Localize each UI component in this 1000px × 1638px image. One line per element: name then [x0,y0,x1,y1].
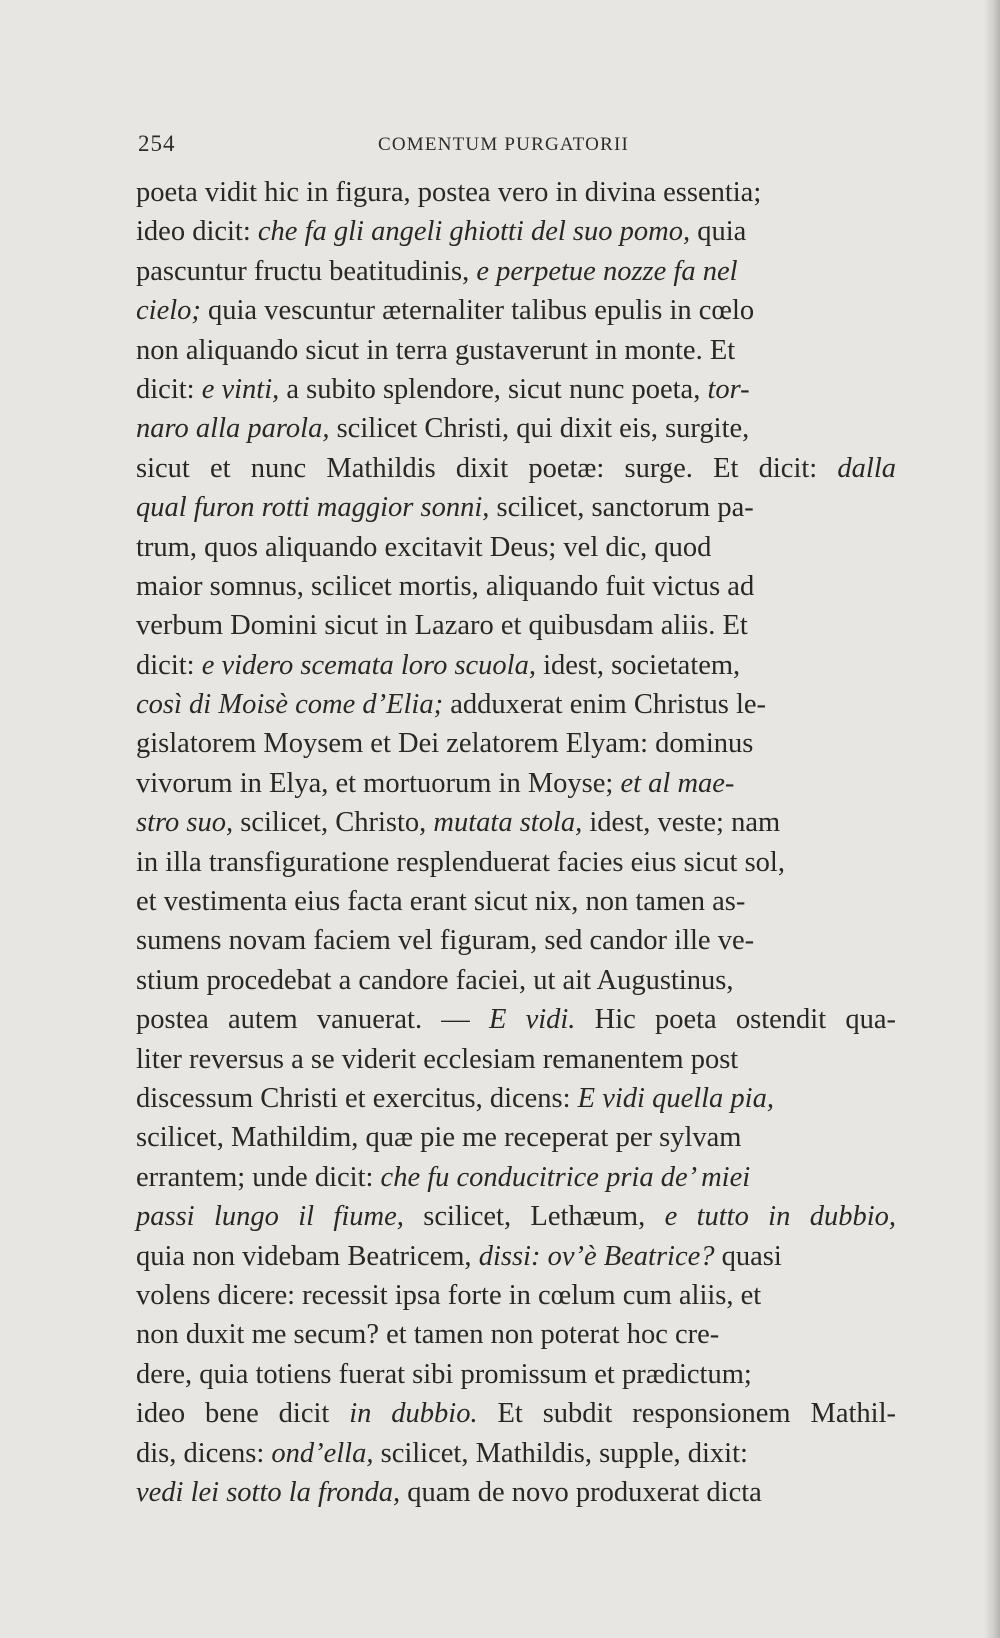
text-line [136,1237,896,1276]
italic-quotation: cielo; [136,295,201,327]
text-line [136,1355,896,1394]
text-segment: quia [690,216,747,248]
text-segment: adduxerat enim Christus le- [443,689,767,721]
italic-quotation: dalla [837,452,896,484]
text-segment: vivorum in Elya, et mortuorum in Moyse; [136,767,621,799]
text-line [136,528,896,567]
italic-quotation: che fa gli angeli ghiotti del suo pomo, [257,216,691,248]
italic-quotation: passi lungo il fiume, [136,1201,404,1233]
text-segment: ideo bene dicit [136,1398,350,1430]
text-line [136,921,896,960]
italic-quotation: tor- [707,373,750,405]
text-line [136,488,896,527]
text-line [136,1434,896,1473]
italic-quotation: mutata stola, [433,807,583,839]
text-line [136,212,896,251]
text-line [136,646,896,685]
text-segment: postea autem vanuerat. — [136,1004,489,1036]
italic-quotation: stro suo, [136,807,234,839]
italic-quotation: che fu conducitrice pria de’ miei [380,1161,751,1193]
text-segment: dicit: [136,649,202,681]
text-segment: poeta vidit hic in figura, postea vero in divina essentia; [136,177,762,208]
text-line [136,409,896,448]
text-segment: discessum Christi et exercitus, dicens: [136,1082,578,1114]
italic-quotation: e perpetue nozze fa nel [476,255,738,287]
text-line [136,685,896,724]
text-line [136,724,896,763]
body-text [136,173,896,1512]
running-title: COMENTUM PURGATORII [378,134,629,155]
text-line [136,1394,896,1433]
text-segment: maior somnus, scilicet mortis, aliquando fuit victus ad [136,570,755,602]
text-segment: liter reversus a se viderit ecclesiam remanentem post [136,1043,739,1075]
text-segment: Hic poeta ostendit qua- [575,1004,896,1036]
text-line [136,843,896,882]
italic-quotation: et al mae- [620,767,735,799]
text-segment: gislatorem Moysem et Dei zelatorem Elyam: dominus [136,728,754,760]
italic-quotation: qual furon rotti maggior sonni, [136,492,490,524]
text-segment: scilicet, Lethæum, [403,1201,665,1233]
italic-quotation: e tutto in dubbio, [664,1201,896,1233]
italic-quotation: ond’ella, [271,1437,374,1469]
spine-shadow [984,0,1000,1638]
text-segment: scilicet Christi, qui dixit eis, surgite, [329,413,750,445]
text-line [136,331,896,370]
text-line [136,567,896,606]
page-header [138,131,898,165]
italic-quotation: E vidi. [488,1004,576,1036]
page-number: 254 [138,131,176,156]
text-line [136,370,896,409]
text-line [136,882,896,921]
italic-quotation: così di Moisè come d’Elia; [136,689,444,721]
text-segment: non aliquando sicut in terra gustaverunt in monte. Et [136,334,736,366]
text-segment: stium procedebat a candore faciei, ut ait Augustinus, [136,964,734,996]
text-line [136,1118,896,1157]
text-segment: Et subdit responsionem Mathil- [477,1398,896,1430]
text-line [136,252,896,291]
text-segment: volens dicere: recessit ipsa forte in cœlum cum aliis, et [136,1279,762,1311]
italic-quotation: vedi lei sotto la fronda, [136,1476,401,1508]
italic-quotation: e videro scemata loro scuola, [201,649,536,681]
text-line [136,1040,896,1079]
text-line [136,606,896,645]
text-segment: sumens novam faciem vel figuram, sed candor ille ve- [136,925,755,957]
text-segment: quia vescuntur æternaliter talibus epulis in cœlo [200,295,755,327]
text-segment: dere, quia totiens fuerat sibi promissum et prædictum; [136,1358,752,1390]
text-line [136,1197,896,1236]
text-segment: scilicet, Mathildim, quæ pie me receperat per sylvam [136,1122,742,1154]
text-line [136,803,896,842]
text-segment: verbum Domini sicut in Lazaro et quibusdam aliis. Et [136,610,748,642]
text-segment: et vestimenta eius facta erant sicut nix, non tamen as- [136,886,746,918]
text-segment: scilicet, Mathildis, supple, dixit: [373,1437,748,1469]
text-line [136,961,896,1000]
text-line [136,291,896,330]
text-segment: trum, quos aliquando excitavit Deus; vel dic, quod [136,531,712,563]
text-segment: quia non videbam Beatricem, [136,1240,479,1272]
text-segment: scilicet, Christo, [233,807,434,839]
text-segment: a subito splendore, sicut nunc poeta, [279,373,708,405]
text-segment: quasi [714,1240,782,1272]
italic-quotation: in dubbio. [349,1398,478,1430]
text-segment: in illa transfiguratione resplenduerat facies eius sicut sol, [136,846,785,878]
text-segment: dicit: [136,373,202,405]
text-line [136,1079,896,1118]
text-segment: ideo dicit: [136,216,258,248]
text-segment: idest, societatem, [535,649,741,681]
text-segment: errantem; unde dicit: [136,1161,381,1193]
text-segment: scilicet, sanctorum pa- [489,492,754,524]
text-segment: sicut et nunc Mathildis dixit poetæ: surge. Et dicit: [136,452,838,484]
text-segment: pascuntur fructu beatitudinis, [136,255,477,287]
text-line [136,1000,896,1039]
italic-quotation: dissi: ov’è Beatrice? [478,1240,715,1272]
text-line [136,1473,896,1512]
text-segment: idest, veste; nam [582,807,781,839]
text-segment: dis, dicens: [136,1437,272,1469]
text-segment: quam de novo produxerat dicta [400,1476,762,1508]
text-segment: non duxit me secum? et tamen non poterat hoc cre- [136,1319,720,1351]
text-line [136,1315,896,1354]
italic-quotation: e vinti, [201,373,280,405]
text-line [136,764,896,803]
italic-quotation: naro alla parola, [136,413,330,445]
text-line [136,1158,896,1197]
text-line [136,1276,896,1315]
italic-quotation: E vidi quella pia, [577,1082,774,1114]
text-line [136,173,896,212]
text-line [136,449,896,488]
